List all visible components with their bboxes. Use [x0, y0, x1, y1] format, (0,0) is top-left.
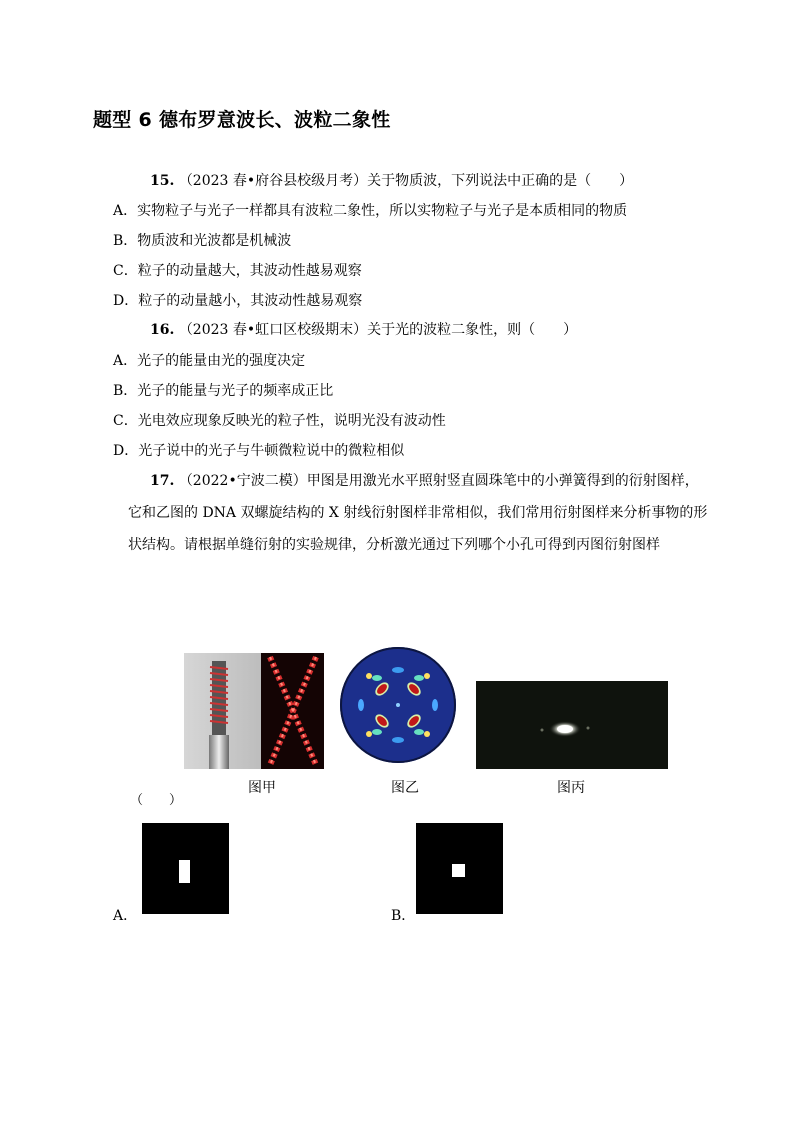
choice-b-aperture-image [416, 823, 503, 914]
question-stem-text: （2023 春•虹口区校级期末）关于光的波粒二象性，则（ ） [178, 322, 578, 338]
question-number: 15. [150, 173, 175, 189]
question-15-option-c: C．粒子的动量越大，其波动性越易观察 [113, 263, 362, 279]
figure-jia-image [184, 653, 324, 769]
question-17-stem [150, 471, 699, 491]
choice-b-label: B． [391, 908, 416, 924]
question-15-option-a: A．实物粒子与光子一样都具有波粒二象性，所以实物粒子与光子是本质相同的物质 [113, 203, 628, 219]
question-16-option-c: C．光电效应现象反映光的粒子性，说明光没有波动性 [113, 413, 446, 429]
question-16-option-a: A．光子的能量由光的强度决定 [113, 353, 306, 369]
question-16-stem [150, 320, 577, 340]
figure-yi-label: 图乙 [391, 780, 419, 796]
section-title: 题型 6 德布罗意波长、波粒二象性 [93, 109, 391, 131]
question-17-stem-line-2: 它和乙图的 DNA 双螺旋结构的 X 射线衍射图样非常相似，我们常用衍射图样来分析事物的形 [128, 505, 708, 521]
choice-a-label: A． [113, 908, 138, 924]
square-hole [452, 864, 465, 877]
question-16-option-d: D．光子说中的光子与牛顿微粒说中的微粒相似 [113, 443, 405, 459]
answer-blank: （ ） [130, 793, 183, 808]
question-number: 16. [150, 322, 175, 338]
question-15-option-d: D．粒子的动量越小，其波动性越易观察 [113, 293, 363, 309]
figure-yi-image [339, 646, 457, 764]
question-15-option-b: B．物质波和光波都是机械波 [113, 233, 292, 249]
figure-bing-label: 图丙 [557, 780, 585, 796]
question-16-option-b: B．光子的能量与光子的频率成正比 [113, 383, 334, 399]
question-stem-text: （2022•宁波二模）甲图是用激光水平照射竖直圆珠笔中的小弹簧得到的衍射图样， [178, 473, 699, 489]
rectangular-slit [179, 860, 190, 883]
question-15-stem [150, 171, 633, 191]
question-stem-text: （2023 春•府谷县校级月考）关于物质波，下列说法中正确的是（ ） [178, 173, 634, 189]
figure-bing-image [476, 681, 668, 769]
question-17-stem-line-3: 状结构。请根据单缝衍射的实验规律，分析激光通过下列哪个小孔可得到丙图衍射图样 [128, 537, 660, 553]
choice-a-aperture-image [142, 823, 229, 914]
figure-jia-label: 图甲 [248, 780, 276, 796]
question-number: 17. [150, 473, 175, 489]
